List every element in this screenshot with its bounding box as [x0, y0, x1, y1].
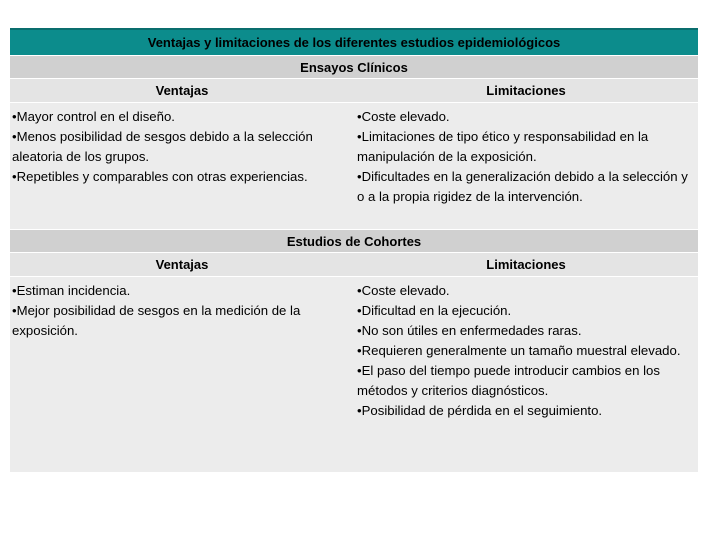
limitaciones-cell	[353, 103, 698, 229]
list-item: •Dificultad en la ejecución.	[357, 303, 512, 318]
list-item: •Estiman incidencia.	[12, 283, 131, 298]
list-item: •No son útiles en enfermedades raras.	[357, 323, 582, 338]
list-item: •Mayor control en el diseño.	[12, 109, 175, 124]
table-title: Ventajas y limitaciones de los diferentes estudios epidemiológicos	[10, 28, 698, 55]
section-title-ensayos-clinicos: Ensayos Clínicos	[10, 55, 698, 78]
list-item: •Posibilidad de pérdida en el seguimiento.	[357, 403, 603, 418]
section-content	[10, 102, 698, 229]
list-item: •Coste elevado.	[357, 283, 450, 298]
limitaciones-header: Limitaciones	[486, 257, 566, 272]
ventajas-header: Ventajas	[155, 83, 209, 98]
ventajas-header: Ventajas	[155, 257, 209, 272]
list-item: •Repetibles y comparables con otras experiencias.	[12, 169, 308, 184]
list-item: •Coste elevado.	[357, 109, 450, 124]
list-item: •Limitaciones de tipo ético y responsabilidad en la manipulación de la exposición.	[357, 129, 649, 164]
comparison-table	[10, 28, 698, 472]
list-item: •Requieren generalmente un tamaño muestral elevado.	[357, 343, 681, 358]
section-column-headers	[10, 252, 698, 276]
limitaciones-header: Limitaciones	[486, 83, 566, 98]
list-item: •Mejor posibilidad de sesgos en la medición de la exposición.	[12, 303, 301, 338]
limitaciones-cell	[353, 277, 698, 472]
list-item: •El paso del tiempo puede introducir cambios en los métodos y criterios diagnósticos.	[357, 363, 660, 398]
list-item: •Dificultades en la generalización debido a la selección y o a la propia rigidez de la intervención.	[357, 169, 688, 204]
section-column-headers	[10, 78, 698, 102]
ventajas-cell	[10, 277, 353, 472]
ventajas-cell	[10, 103, 353, 229]
section-content	[10, 276, 698, 472]
list-item: •Menos posibilidad de sesgos debido a la selección aleatoria de los grupos.	[12, 129, 313, 164]
section-title-estudios-cohortes: Estudios de Cohortes	[10, 229, 698, 252]
